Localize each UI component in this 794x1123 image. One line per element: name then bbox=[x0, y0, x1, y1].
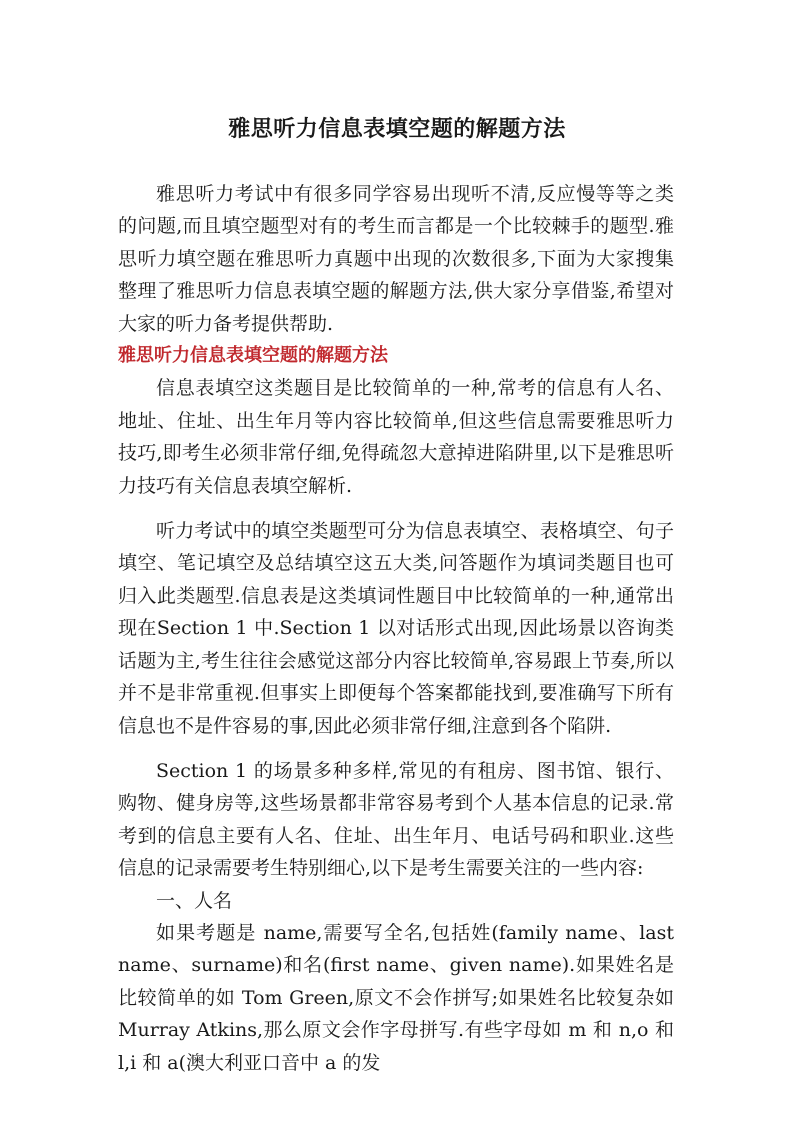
document-title: 雅思听力信息表填空题的解题方法 bbox=[228, 117, 566, 142]
paragraph-names: 如果考题是 name,需要写全名,包括姓(family name、last name、surname)和名(first name、given name).如果姓名是比较简单的如 Tom Green,原文不会作拼写;如果姓名比较复杂如 Murray Atkins,那么原文会作字母拼写.有些字母如 m 和 n,o 和 l,i 和 a(澳大利亚口音中 a 的发 bbox=[118, 921, 674, 1074]
subheading-names: 一、人名 bbox=[156, 889, 233, 912]
paragraph-info-table: 信息表填空这类题目是比较简单的一种,常考的信息有人名、地址、住址、出生年月等内容比较简单,但这些信息需要雅思听力技巧,即考生必须非常仔细,免得疏忽大意掉进陷阱里,以下是雅思听力技巧有关信息表填空解析. bbox=[118, 377, 674, 497]
paragraph-section1-scenes: Section 1 的场景多种多样,常见的有租房、图书馆、银行、购物、健身房等,这些场景都非常容易考到个人基本信息的记录.常考到的信息主要有人名、住址、出生年月、电话号码和职业.这些信息的记录需要考生特别细心,以下是考生需要关注的一些内容: bbox=[118, 759, 674, 880]
section-heading: 雅思听力信息表填空题的解题方法 bbox=[118, 345, 388, 367]
paragraph-question-types: 听力考试中的填空类题型可分为信息表填空、表格填空、句子填空、笔记填空及总结填空这五大类,问答题作为填词类题目也可归入此类题型.信息表是这类填词性题目中比较简单的一种,通常出现在Section 1 中.Section 1 以对话形式出现,因此场景以咨询类话题为主,考生往往会感觉这部分内容比较简单,容易跟上节奏,所以并不是非常重视.但事实上即便每个答案都能找到,要准确写下所有信息也不是件容易的事,因此必须非常仔细,注意到各个陷阱. bbox=[118, 520, 674, 737]
document-body bbox=[118, 178, 674, 1079]
paragraph-intro: 雅思听力考试中有很多同学容易出现听不清,反应慢等等之类的问题,而且填空题型对有的考生而言都是一个比较棘手的题型.雅思听力填空题在雅思听力真题中出现的次数很多,下面为大家搜集整理了雅思听力信息表填空题的解题方法,供大家分享借鉴,希望对大家的听力备考提供帮助. bbox=[118, 183, 674, 335]
